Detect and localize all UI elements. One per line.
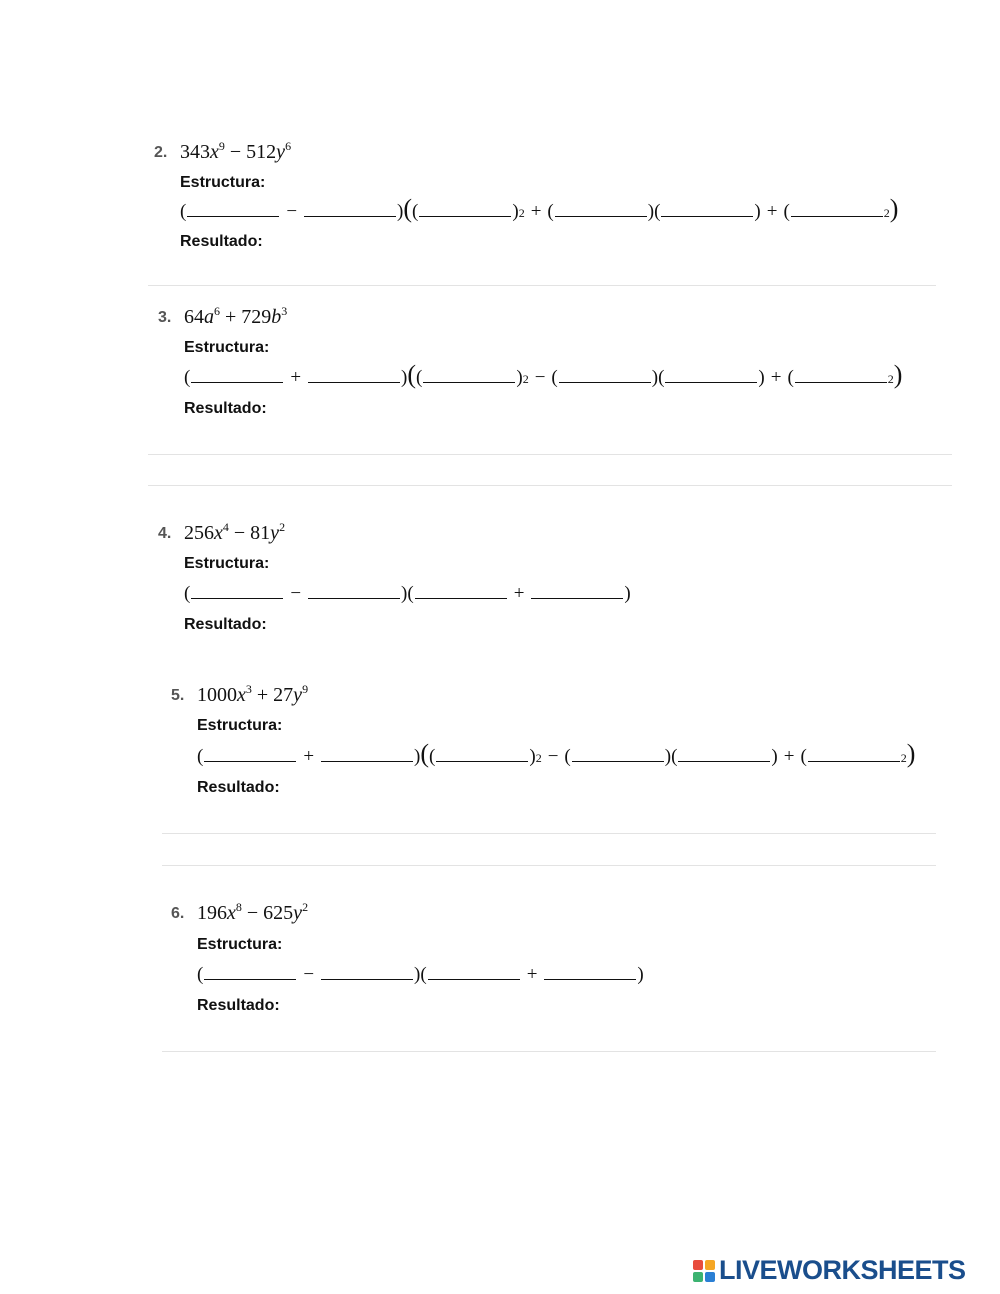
problem-number: 2.	[154, 144, 168, 161]
divider	[148, 454, 952, 455]
blank-input[interactable]	[531, 582, 623, 599]
problem-expression: $343x^9 - 512y^6$	[180, 139, 292, 163]
problem-expression: $64a^6 + 729b^3$	[184, 304, 288, 328]
blank-input[interactable]	[808, 745, 900, 762]
blank-input[interactable]	[304, 200, 396, 217]
blank-input[interactable]	[661, 200, 753, 217]
divider	[162, 833, 936, 834]
structure-label: Estructura:	[197, 717, 283, 734]
blank-input[interactable]	[555, 200, 647, 217]
problem-number: 4.	[158, 525, 172, 542]
blank-input[interactable]	[572, 745, 664, 762]
structure-label: Estructura:	[197, 936, 283, 953]
blank-input[interactable]	[791, 200, 883, 217]
structure-template: ( + ) ( ( ) 2 − ( )( ) + ( 2 )	[197, 739, 916, 768]
blank-input[interactable]	[187, 200, 279, 217]
blank-input[interactable]	[419, 200, 511, 217]
divider	[148, 285, 936, 286]
blank-input[interactable]	[795, 366, 887, 383]
blank-input[interactable]	[308, 582, 400, 599]
blank-input[interactable]	[544, 963, 636, 980]
structure-template: ( + ) ( ( ) 2 − ( )( ) + ( 2 )	[184, 360, 903, 389]
structure-label: Estructura:	[184, 339, 270, 356]
blank-input[interactable]	[321, 745, 413, 762]
problem-expression: $196x^8 - 625y^2$	[197, 900, 309, 924]
problem-expression: $256x^4 - 81y^2$	[184, 520, 286, 544]
blank-input[interactable]	[415, 582, 507, 599]
blank-input[interactable]	[423, 366, 515, 383]
blank-input[interactable]	[204, 745, 296, 762]
blank-input[interactable]	[308, 366, 400, 383]
result-label: Resultado:	[197, 997, 280, 1014]
problem-number: 5.	[171, 687, 185, 704]
result-label: Resultado:	[184, 616, 267, 633]
liveworksheets-logo	[693, 1255, 966, 1286]
problem-number: 3.	[158, 309, 172, 326]
blank-input[interactable]	[559, 366, 651, 383]
blank-input[interactable]	[191, 366, 283, 383]
result-label: Resultado:	[197, 779, 280, 796]
result-label: Resultado:	[184, 400, 267, 417]
logo-text: LIVEWORKSHEETS	[719, 1255, 966, 1285]
blank-input[interactable]	[321, 963, 413, 980]
blank-input[interactable]	[678, 745, 770, 762]
problem-expression: $1000x^3 + 27y^9$	[197, 682, 309, 706]
divider	[162, 1051, 936, 1052]
logo-mark-icon	[693, 1260, 715, 1282]
result-label: Resultado:	[180, 233, 263, 250]
blank-input[interactable]	[204, 963, 296, 980]
structure-label: Estructura:	[180, 174, 266, 191]
structure-template: ( − ) ( ( ) 2 + ( )( ) + ( 2 )	[180, 194, 899, 223]
blank-input[interactable]	[428, 963, 520, 980]
problem-number: 6.	[171, 905, 185, 922]
blank-input[interactable]	[665, 366, 757, 383]
structure-template: ( − )( + )	[184, 583, 631, 604]
divider	[148, 485, 952, 486]
structure-template: ( − )( + )	[197, 964, 644, 985]
blank-input[interactable]	[436, 745, 528, 762]
divider	[162, 865, 936, 866]
structure-label: Estructura:	[184, 555, 270, 572]
blank-input[interactable]	[191, 582, 283, 599]
